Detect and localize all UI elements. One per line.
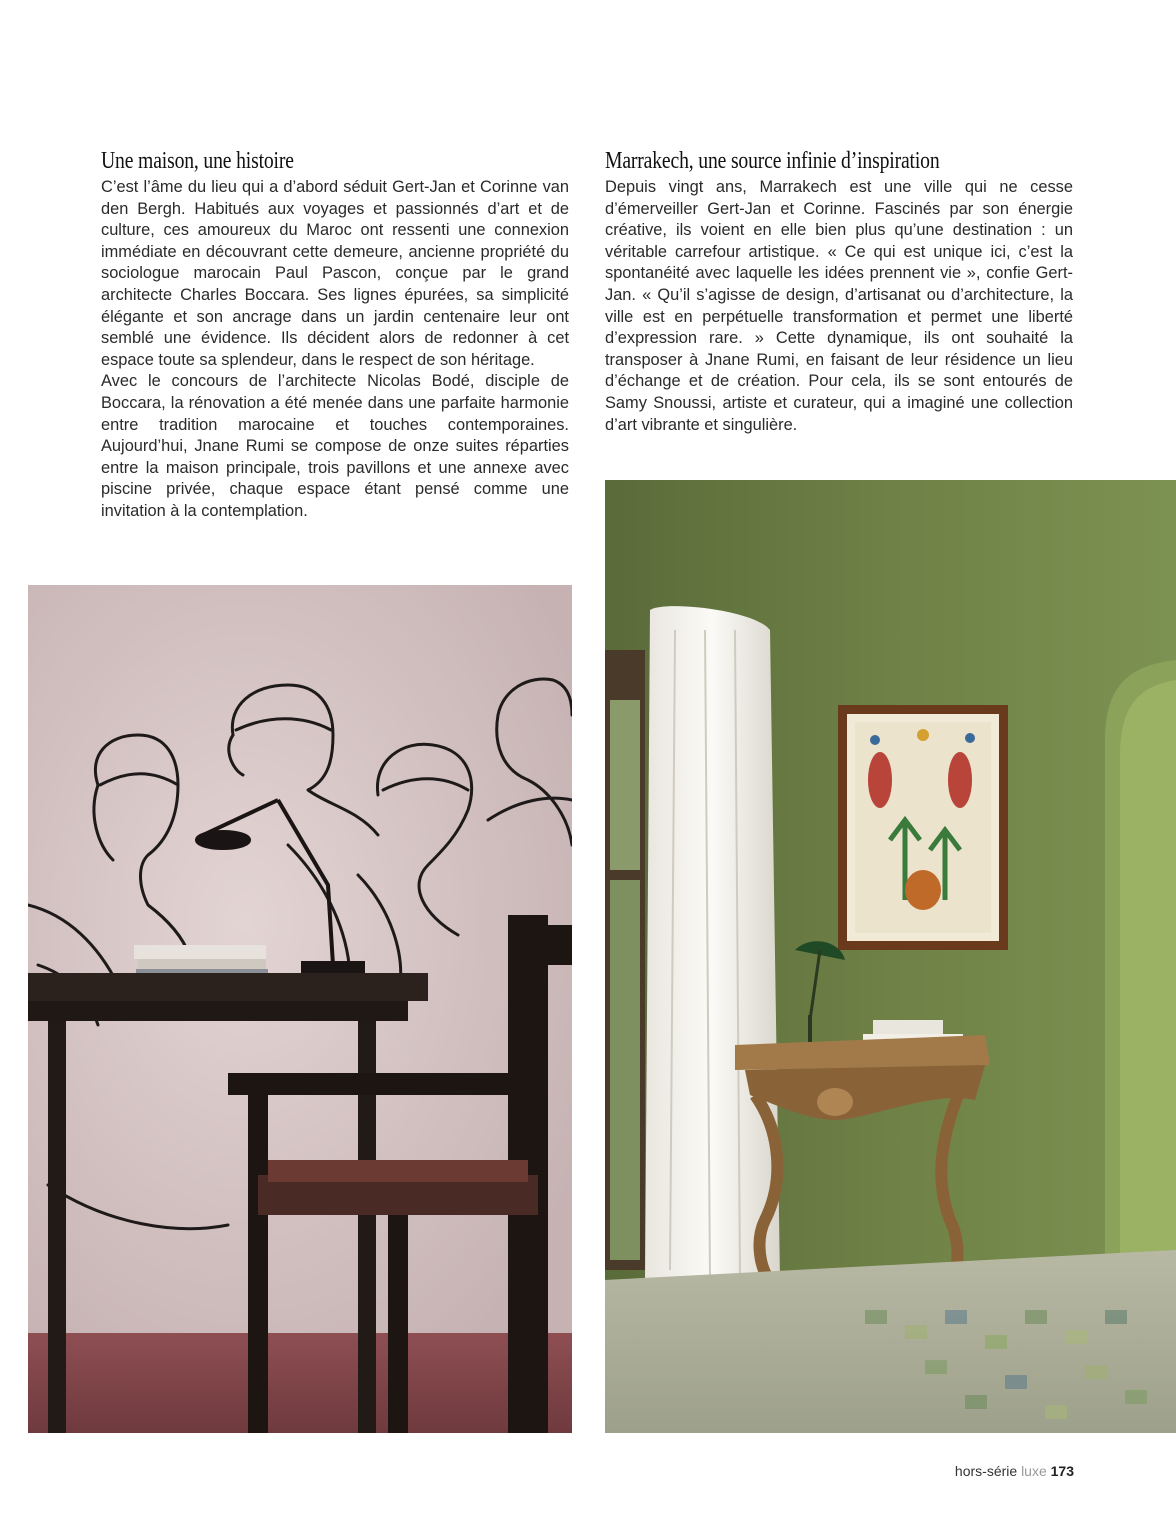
brand-name: luxe (1021, 1463, 1047, 1479)
book-stack (134, 945, 266, 959)
left-paragraph-1: C’est l’âme du lieu qui a d’abord séduit Gert-Jan et Corinne van den Bergh. Habitués aux voyages et passionnés d’art et de culture, ces amoureux du Maroc ont ressenti une connexion immédiate en découvrant cette demeure, ancienne propriété du sociologue marocain Paul Pascon, conçue par le grand architecte Charles Boccara. Ses lignes épurées, sa simplicité élégante et son ancrage dans un jardin centenaire leur ont semblé une évidence. Ils décident alors de redonner à cet espace toute sa splendeur, dans le respect de son héritage. (101, 178, 569, 369)
right-article-column (605, 148, 1073, 436)
left-section-heading: Une maison, une histoire (101, 148, 294, 174)
left-paragraph-2: Avec le concours de l’architecte Nicolas Bodé, disciple de Boccara, la rénovation a été menée dans une parfaite harmonie entre tradition marocaine et touches contemporaines. Aujourd’hui, Jnane Rumi se compose de onze suites réparties entre la maison principale, trois pavillons et une annexe avec piscine privée, chaque espace étant pensé comme une invitation à la contemplation. (101, 372, 569, 520)
right-section-heading: Marrakech, une source infinie d’inspiration (605, 148, 940, 174)
white-curtain (645, 606, 780, 1293)
framed-painting (838, 705, 1008, 950)
green-room-scene (605, 480, 1176, 1433)
page-folio (955, 1463, 1074, 1479)
publication-name: hors-série (954, 1463, 1018, 1479)
left-article-column (101, 148, 569, 523)
stacked-books (873, 1020, 943, 1034)
interior-photo-pink-wall (28, 585, 572, 1433)
tiled-floor (605, 1250, 1176, 1433)
interior-photo-green-room (605, 480, 1176, 1433)
right-paragraph-1: Depuis vingt ans, Marrakech est une ville qui ne cesse d’émerveiller Gert-Jan et Corinne. Fascinés par son énergie créative, ils voient en elle bien plus qu’une destination : un véritable carrefour artistique. « Ce qui est unique ici, c’est la spontanéité avec laquelle les idées prennent vie », confie Gert-Jan. « Qu’il s’agisse de design, d’artisanat ou d’architecture, la ville est en perpétuelle transformation et permet une liberté d’expression rare. » Cette dynamique, ils ont souhaité la transposer à Jnane Rumi, en faisant de leur résidence un lieu d’échange et de création. Pour cela, ils se sont entourés de Samy Snoussi, artiste et curateur, qui a imaginé une collection d’art vibrante et singulière. (605, 178, 1073, 434)
page-number: 173 (1050, 1463, 1074, 1479)
pink-wall-scene (28, 585, 572, 1433)
